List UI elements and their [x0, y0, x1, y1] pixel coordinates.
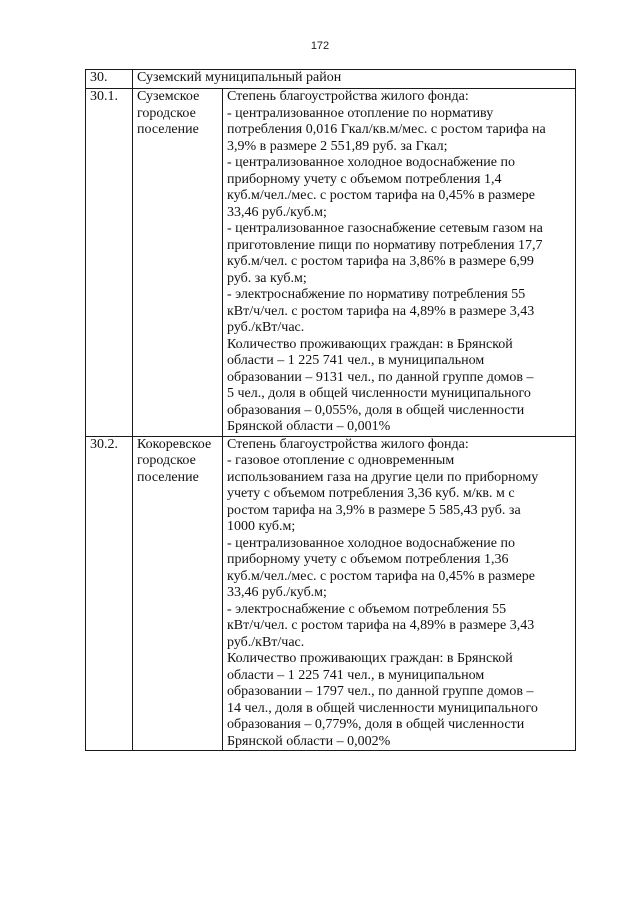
- description-line: области – 1 225 741 чел., в муниципальном: [227, 667, 485, 683]
- description-line: руб./кВт/час.: [227, 634, 305, 650]
- description-line: Количество проживающих граждан: в Брянской: [227, 651, 513, 666]
- settlement-name-cell: [133, 436, 223, 751]
- description-line: - централизованное холодное водоснабжение по: [227, 535, 515, 551]
- settlement-name-line: поселение: [137, 469, 199, 485]
- description-line: учету с объемом потребления 3,36 куб. м/кв. м с: [227, 486, 515, 501]
- section-title: Суземский муниципальный район: [133, 70, 576, 89]
- description-line: 14 чел., доля в общей численности муниципального: [227, 700, 538, 716]
- description-line: куб.м/чел. с ростом тарифа на 3,86% в размере 6,99: [227, 254, 534, 269]
- settlement-name-line: городское: [137, 105, 196, 121]
- table-row: [86, 89, 576, 437]
- description-line: 5 чел., доля в общей численности муниципального: [227, 386, 531, 401]
- row-number: 30.1.: [86, 89, 133, 437]
- description-line: области – 1 225 741 чел., в муниципальном: [227, 353, 485, 368]
- description-line: ростом тарифа на 3,9% в размере 5 585,43 руб. за: [227, 502, 521, 518]
- settlement-name-line: городское: [137, 453, 196, 468]
- description-line: - электроснабжение по нормативу потребления 55: [227, 287, 526, 302]
- description-line: - газовое отопление с одновременным: [227, 453, 455, 468]
- description-cell: [223, 436, 576, 751]
- description-line: кВт/ч/чел. с ростом тарифа на 4,89% в размере 3,43: [227, 303, 535, 319]
- description-line: кВт/ч/чел. с ростом тарифа на 4,89% в размере 3,43: [227, 618, 535, 633]
- description-line: 3,9% в размере 2 551,89 руб. за Гкал;: [227, 138, 448, 154]
- settlement-name-line: Кокоревское: [137, 436, 212, 452]
- description-line: - централизованное холодное водоснабжение по: [227, 155, 515, 170]
- description-line: потребления 0,016 Гкал/кв.м/мес. с ростом тарифа на: [227, 122, 546, 137]
- settlements-table: [85, 69, 576, 751]
- description-line: использованием газа на другие цели по приборному: [227, 469, 539, 485]
- description-line: Количество проживающих граждан: в Брянской: [227, 336, 513, 352]
- description-line: - централизованное отопление по нормативу: [227, 105, 494, 121]
- description-line: приборному учету с объемом потребления 1,4: [227, 171, 502, 187]
- row-number: 30.2.: [86, 436, 133, 751]
- description-line: - централизованное газоснабжение сетевым газом на: [227, 221, 543, 236]
- description-line: 33,46 руб./куб.м;: [227, 204, 327, 220]
- description-line: приборному учету с объемом потребления 1,36: [227, 552, 509, 567]
- section-number: 30.: [86, 70, 133, 89]
- description-line: куб.м/чел./мес. с ростом тарифа на 0,45% в размере: [227, 568, 535, 584]
- settlement-name-line: поселение: [137, 122, 199, 137]
- description-line: образования – 0,779%, доля в общей численности: [227, 717, 525, 732]
- description-line: образовании – 9131 чел., по данной группе домов –: [227, 369, 534, 385]
- description-line: Брянской области – 0,001%: [227, 419, 391, 434]
- settlement-name-cell: [133, 89, 223, 437]
- description-line: 33,46 руб./куб.м;: [227, 585, 327, 600]
- description-line: - электроснабжение с объемом потребления 55: [227, 601, 507, 617]
- description-line: куб.м/чел./мес. с ростом тарифа на 0,45% в размере: [227, 188, 535, 203]
- description-line: Брянской области – 0,002%: [227, 733, 391, 749]
- description-line: Степень благоустройства жилого фонда:: [227, 89, 469, 104]
- page-number: 172: [310, 40, 330, 52]
- description-line: образования – 0,055%, доля в общей численности: [227, 402, 525, 418]
- description-line: приготовление пищи по нормативу потребления 17,7: [227, 237, 543, 253]
- description-cell: [223, 89, 576, 437]
- table-row: [86, 436, 576, 751]
- description-line: образовании – 1797 чел., по данной группе домов –: [227, 684, 534, 699]
- settlement-name-line: Суземское: [137, 89, 200, 104]
- description-line: руб./кВт/час.: [227, 320, 305, 335]
- section-header-row: [86, 70, 576, 89]
- description-line: 1000 куб.м;: [227, 519, 296, 534]
- description-line: руб. за куб.м;: [227, 270, 307, 286]
- description-line: Степень благоустройства жилого фонда:: [227, 436, 469, 452]
